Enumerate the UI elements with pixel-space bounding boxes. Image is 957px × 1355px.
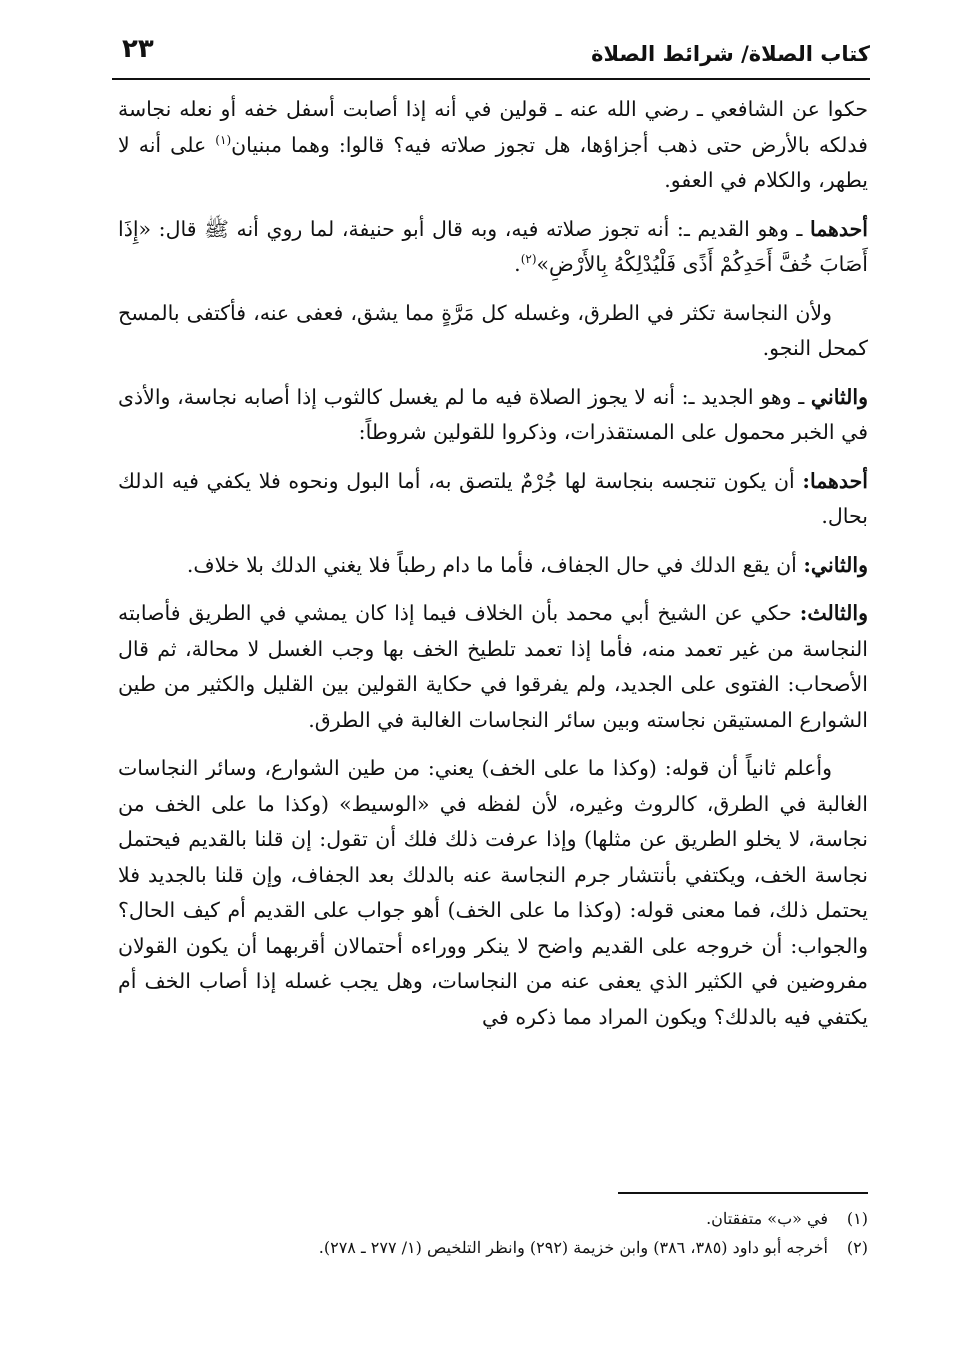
- paragraph-lead: أحدهما: [809, 216, 868, 241]
- paragraph-text: على أنه لا يطهر، والكلام في العفو.: [118, 132, 868, 192]
- footnote-text: أخرجه أبو داود (٣٨٥، ٣٨٦) وابن خزيمة (٢٩٢) وانظر التلخيص (١/ ٢٧٧ ـ ٢٧٨).: [318, 1238, 828, 1257]
- paragraph-lead: والثاني: [810, 384, 868, 409]
- footnote-rule: [618, 1192, 868, 1194]
- footnote-text: في «ب» متفقتان.: [706, 1209, 828, 1228]
- paragraph: [118, 751, 868, 1035]
- paragraph-lead: أحدهما:: [802, 468, 868, 493]
- footnotes: [118, 1204, 868, 1262]
- footnote-ref[interactable]: (١): [215, 132, 232, 147]
- paragraph: [118, 92, 868, 199]
- footnote: [118, 1204, 868, 1233]
- header-rule: [112, 78, 870, 80]
- paragraph-text: ـ وهو الجديد ـ: أنه لا يجوز الصلاة فيه ما لم يغسل كالثوب إذا أصابه نجاسة، والأذى في الخبر محمول على المستقذرات، وذكروا للقولين شروطاً:: [118, 384, 868, 444]
- paragraph: [118, 548, 868, 584]
- footnote-ref[interactable]: (٢): [520, 252, 537, 267]
- paragraph-text: .: [514, 252, 521, 276]
- paragraph: [118, 212, 868, 283]
- page-header: [112, 28, 870, 76]
- paragraph-text: ـ وهو القديم ـ: أنه تجوز صلاته فيه، وبه قال أبو حنيفة، لما روي أنه ﷺ قال: «إِذَا أَصَابَ خُفَّ أَحَدِكُمْ أَذًى فَلْيُدْلِكْهُ بِالأَرْضِ»: [118, 216, 868, 276]
- footnote-number: (١): [846, 1209, 868, 1228]
- paragraph-lead: والثاني:: [803, 552, 868, 577]
- paragraph-text: ولأن النجاسة تكثر في الطرق، وغسله كل مَرَّةٍ مما يشق، فعفى عنه، فأكتفى بالمسح كمحل النجو.: [118, 300, 868, 360]
- paragraph: [118, 464, 868, 535]
- paragraph-text: حكي عن الشيخ أبي محمد بأن الخلاف فيما إذا كان يمشي في الطريق فأصابته النجاسة من غير تعمد منه، فأما إذا تعمد تلطيخ الخف بها وجب الغسل لا محالة، ثم قال الأصحاب: الفتوى على الجديد، ولم يفرقوا في حكاية القولين بين القليل والكثير من طين الشوارع المستيقن نجاسته وبين سائر النجاسات الغالبة في الطرق.: [118, 601, 868, 732]
- paragraph-text: أن يقع الدلك في حال الجفاف، فأما ما دام رطباً فلا يغني الدلك بلا خلاف.: [186, 552, 804, 577]
- paragraph-text: حكوا عن الشافعي ـ رضي الله عنه ـ قولين في أنه إذا أصابت أسفل خفه أو نعله نجاسة فدلكه بالأرض حتى ذهب أجزاؤها، هل تجوز صلاته فيه؟ قالوا: وهما مبنيان: [118, 97, 868, 157]
- main-text: [118, 92, 868, 1048]
- paragraph: [118, 596, 868, 738]
- footnote: [118, 1233, 868, 1262]
- page-number: ٢٣: [122, 34, 154, 64]
- paragraph-lead: والثالث:: [799, 601, 868, 625]
- footnote-number: (٢): [846, 1238, 868, 1257]
- paragraph: [118, 296, 868, 367]
- paragraph: [118, 380, 868, 451]
- paragraph-text: وأعلم ثانياً أن قوله: (وكذا ما على الخف) يعني: من طين الشوارع، وسائر النجاسات الغالبة في الطرق، كالروث وغيره، لأن لفظه في «الوسيط» (وكذا ما على الخف من نجاسة، لا يخلو الطريق عن مثلها) وإذا عرفت ذلك فلك أن تقول: إن قلنا بالقديم فيحتمل نجاسة الخف، ويكتفي بأنتشار جرم النجاسة عنه بالدلك بعد الجفاف، وإن قلنا بالجديد فلا يحتمل ذلك، فما معنى قوله: (وكذا ما على الخف) أهو جواب على القديم أم كيف الحال؟ والجواب: أن خروجه على القديم واضح لا ينكر ووراءه أحتمالان أقربهما أن يكون القولان مفروضين في الكثير الذي يعفى عنه من النجاسات، وهل يجب غسله إذا أصاب الخف أم يكتفي فيه بالدلك؟ ويكون المراد مما ذكره في: [118, 756, 868, 1029]
- paragraph-text: أن يكون تنجسه بنجاسة لها جُرْمٌ يلتصق به، أما البول ونحوه فلا يكفي فيه الدلك بحال.: [118, 468, 868, 528]
- running-title: كتاب الصلاة/ شرائط الصلاة: [591, 42, 870, 66]
